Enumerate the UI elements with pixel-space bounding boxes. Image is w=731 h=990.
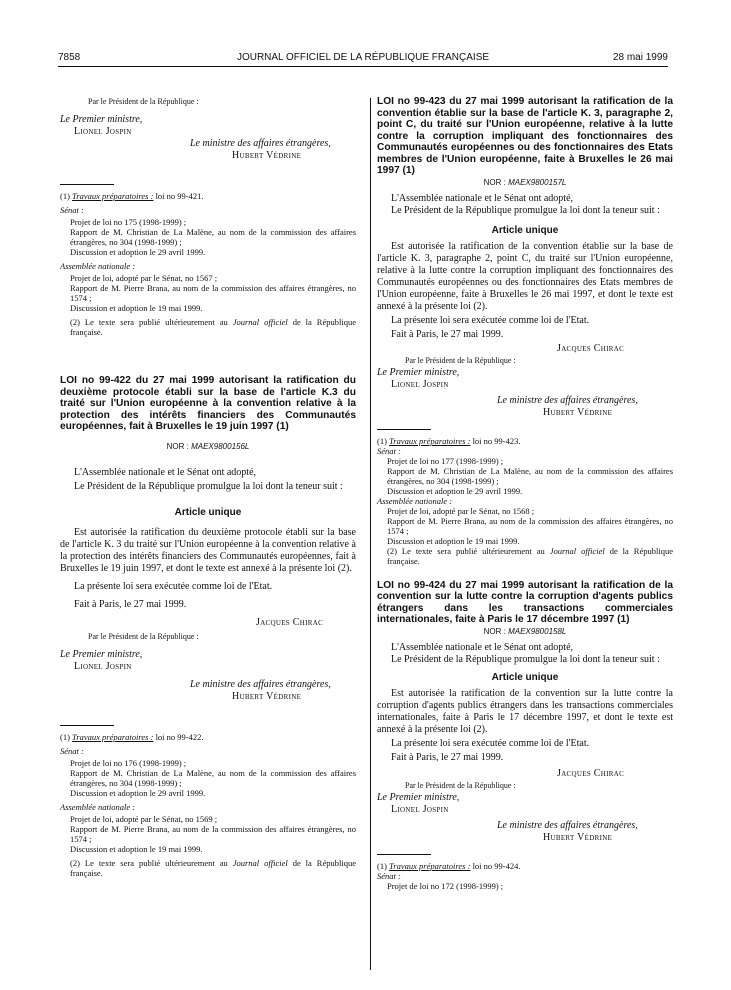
minister-title: Le ministre des affaires étrangères,	[190, 138, 331, 149]
senat-heading: Sénat :	[60, 745, 84, 756]
senat-heading: Sénat :	[377, 870, 401, 881]
article-body: Est autorisée la ratification de la convention établie sur la base de l'article K. 3, paragraphe 2, point C, du traité sur l'Union européenne, relative à la lutte contre la corruption impliquant des fonctionnaires des Communautés européennes ou des fonctionnaires des Etats membres de l'Union européenne, faite à Bruxelles le 26 mai 1997, et dont le texte est annexé à la présente loi (2).	[377, 240, 673, 312]
assemblee-line: Discussion et adoption le 19 mai 1999.	[70, 303, 203, 313]
header-rule	[58, 66, 668, 67]
president-signature: Jacques Chirac	[256, 616, 324, 628]
senat-line: Projet de loi no 172 (1998-1999) ;	[387, 880, 504, 891]
footnotes: (1) Travaux préparatoires : loi no 99-422. Sénat : Projet de loi no 176 (1998-1999) ; Rapport de M. Christian de La Malène, au nom de la commission des affaires étrangères, no 304 (1998-1999) ; Discussion et adoption le 29 avril 1999. Assemblée nationale : Projet de loi, adopté par le Sénat, no 1569 ; Rapport de M. Pierre Brana, au nom de la commission des affaires étrangères, no 1574 ; Discussion et adoption le 19 mai 1999. (2) Le texte sera publié ultérieurement au Journal officiel de la République française.	[60, 731, 356, 878]
adoption-text: L'Assemblée nationale et le Sénat ont adopté,	[391, 641, 574, 653]
article-body: Est autorisée la ratification du deuxième protocole établi sur la base de l'article K. 3 du traité sur l'Union européenne à la convention relative à la protection des intérêts financiers des Communautés européennes, fait à Bruxelles le 19 juin 1997, et dont le texte est annexé à la présente loi (2).	[60, 526, 356, 574]
journal-title: JOURNAL OFFICIEL DE LA RÉPUBLIQUE FRANÇAISE	[236, 52, 490, 63]
pm-title: Le Premier ministre,	[60, 114, 143, 125]
article-heading: Article unique	[174, 506, 242, 518]
pm-title: Le Premier ministre,	[60, 648, 143, 660]
footnotes: (1) Travaux préparatoires : loi no 99-423. Sénat : Projet de loi no 177 (1998-1999) ; Rapport de M. Christian de La Malène, au nom de la commission des affaires étrangères, no 304 (1998-1999) ; Discussion et adoption le 29 avril 1999. Assemblée nationale : Projet de loi, adopté par le Sénat, no 1568 ; Rapport de M. Pierre Brana, au nom de la commission des affaires étrangères, no 1574 ; Discussion et adoption le 19 mai 1999. (2) Le texte sera publié ultérieurement au Journal officiel de la République française.	[377, 435, 673, 566]
signature-intro: Par le Président de la République :	[88, 631, 199, 641]
assemblee-heading: Assemblée nationale :	[60, 261, 136, 271]
assemblee-line: Rapport de M. Pierre Brana, au nom de la commission des affaires étrangères, no 1574 ;	[387, 515, 673, 536]
pm-title: Le Premier ministre,	[377, 366, 460, 378]
assemblee-line: Rapport de M. Pierre Brana, au nom de la commission des affaires étrangères, no 1574 ;	[70, 283, 356, 303]
assemblee-line: Discussion et adoption le 19 mai 1999.	[387, 535, 520, 546]
footnote-2-journal: Journal officiel	[232, 317, 288, 327]
footnote-2-end: de la République française.	[70, 857, 356, 878]
minister-name: Hubert Védrine	[232, 690, 302, 702]
nor-code: MAEX9800157L	[508, 177, 567, 187]
place-date: Fait à Paris, le 27 mai 1999.	[391, 328, 504, 340]
page-number: 7858	[58, 52, 81, 63]
senat-line: Discussion et adoption le 29 avril 1999.	[70, 787, 206, 798]
pm-name: Lionel Jospin	[391, 803, 449, 815]
footnote-2	[377, 546, 673, 566]
senat-heading: Sénat :	[60, 205, 84, 215]
footnote-2-text: (2) Le texte sera publié ultérieurement au	[70, 857, 233, 868]
footnotes: (1) Travaux préparatoires : loi no 99-424. Sénat : Projet de loi no 172 (1998-1999) ;	[377, 861, 673, 891]
right-column	[377, 96, 673, 891]
minister-title: Le ministre des affaires étrangères,	[190, 678, 331, 690]
footnote-rule	[377, 429, 431, 430]
column-divider	[370, 98, 371, 970]
place-date: Fait à Paris, le 27 mai 1999.	[74, 598, 187, 610]
senat-line: Rapport de M. Christian de La Malène, au nom de la commission des affaires étrangères, no 304 (1998-1999) ;	[70, 767, 356, 788]
article-heading: Article unique	[491, 671, 559, 683]
assemblee-line: Projet de loi, adopté par le Sénat, no 1567 ;	[70, 273, 218, 283]
signature-intro: Par le Président de la République :	[405, 355, 516, 365]
assemblee-heading: Assemblée nationale :	[377, 495, 453, 506]
place-date: Fait à Paris, le 27 mai 1999.	[391, 751, 504, 763]
nor-label: NOR :	[166, 441, 192, 451]
footnote-label: Travaux préparatoires :	[389, 860, 471, 871]
nor-reference	[377, 177, 673, 189]
footnote-2-journal: Journal officiel	[232, 857, 288, 868]
pm-name: Lionel Jospin	[74, 126, 132, 137]
footnote-label: Travaux préparatoires :	[72, 731, 154, 742]
footnote-law: loi no 99-424.	[470, 860, 521, 871]
minister-title: Le ministre des affaires étrangères,	[497, 394, 638, 406]
article-heading: Article unique	[491, 224, 559, 236]
footnote-2-text: (2) Le texte sera publié ultérieurement au	[387, 545, 550, 556]
execution-text: La présente loi sera exécutée comme loi de l'Etat.	[391, 737, 590, 749]
footnote-law: loi no 99-422.	[153, 731, 204, 742]
president-signature: Jacques Chirac	[557, 767, 625, 779]
assemblee-line: Discussion et adoption le 19 mai 1999.	[70, 843, 203, 854]
minister-name: Hubert Védrine	[232, 150, 302, 161]
minister-name: Hubert Védrine	[543, 406, 613, 418]
footnote-2	[60, 317, 356, 337]
law-title: LOI no 99-422 du 27 mai 1999 autorisant la ratification du deuxième protocole établi sur la base de l'article K.3 du traité sur l'Union européenne à la convention relative à la protection des intérêts financiers des Communautés européennes, fait à Bruxelles le 19 juin 1997 (1)	[60, 375, 356, 432]
footnotes: (1) Travaux préparatoires : loi no 99-421. Sénat : Projet de loi no 175 (1998-1999) ; Rapport de M. Christian de La Malène, au nom de la commission des affaires étrangères, no 304 (1998-1999) ; Discussion et adoption le 29 avril 1999. Assemblée nationale : Projet de loi, adopté par le Sénat, no 1567 ; Rapport de M. Pierre Brana, au nom de la commission des affaires étrangères, no 1574 ; Discussion et adoption le 19 mai 1999. (2) Le texte sera publié ultérieurement au Journal officiel de la République française.	[60, 191, 356, 337]
senat-line: Discussion et adoption le 29 avril 1999.	[387, 485, 523, 496]
footnote-label: Travaux préparatoires :	[72, 191, 154, 201]
footnote-law: loi no 99-423.	[470, 435, 521, 446]
senat-line: Projet de loi no 175 (1998-1999) ;	[70, 217, 187, 227]
footnote-2-text: (2) Le texte sera publié ultérieurement au	[70, 317, 233, 327]
nor-reference	[377, 626, 673, 638]
senat-line: Projet de loi no 177 (1998-1999) ;	[387, 455, 504, 466]
law-title: LOI no 99-423 du 27 mai 1999 autorisant la ratification de la convention établie sur la base de l'article K. 3, paragraphe 2, point C, du traité sur l'Union européenne, relative à la lutte contre la corruption impliquant des fonctionnaires des Communautés européennes ou des fonctionnaires des Etats membres de l'Union européenne, faite à Bruxelles le 26 mai 1997 (1)	[377, 96, 673, 176]
signature-intro: Par le Président de la République :	[88, 97, 199, 106]
minister-name: Hubert Védrine	[543, 831, 613, 843]
adoption-text: L'Assemblée nationale et le Sénat ont adopté,	[74, 466, 257, 478]
nor-reference	[60, 441, 356, 453]
minister-title: Le ministre des affaires étrangères,	[497, 819, 638, 831]
president-signature: Jacques Chirac	[557, 342, 625, 354]
senat-line: Rapport de M. Christian de La Malène, au nom de la commission des affaires étrangères, no 304 (1998-1999) ;	[70, 227, 356, 247]
nor-code: MAEX9800158L	[508, 626, 567, 636]
nor-label: NOR :	[483, 177, 509, 187]
footnote-2	[60, 858, 356, 878]
law-title: LOI no 99-424 du 27 mai 1999 autorisant la ratification de la convention sur la lutte contre la corruption d'agents publics étrangers dans les transactions commerciales internationales, faite à Paris le 17 décembre 1997 (1)	[377, 579, 673, 625]
senat-line: Rapport de M. Christian de La Malène, au nom de la commission des affaires étrangères, no 304 (1998-1999) ;	[387, 465, 673, 486]
article-body: Est autorisée la ratification de la convention sur la lutte contre la corruption d'agents publics étrangers dans les transactions commerciales internationales, faite à Paris le 17 décembre 1997, et dont le texte est annexé à la présente loi (2).	[377, 687, 673, 735]
nor-label: NOR :	[483, 626, 509, 636]
footnote-rule	[60, 725, 114, 726]
adoption-text: L'Assemblée nationale et le Sénat ont adopté,	[391, 192, 574, 204]
footnote-rule	[60, 184, 114, 185]
issue-date: 28 mai 1999	[612, 52, 668, 63]
footnote-2-journal: Journal officiel	[549, 545, 605, 556]
assemblee-line: Projet de loi, adopté par le Sénat, no 1569 ;	[70, 813, 218, 824]
footnote-rule	[377, 854, 431, 855]
senat-heading: Sénat :	[377, 445, 401, 456]
footnote-2-end: de la République française.	[387, 545, 673, 566]
promulgation-text: Le Président de la République promulgue la loi dont la teneur suit :	[391, 204, 660, 216]
senat-line: Discussion et adoption le 29 avril 1999.	[70, 247, 206, 257]
signature-intro: Par le Président de la République :	[405, 780, 516, 790]
footnote-label: Travaux préparatoires :	[389, 435, 471, 446]
execution-text: La présente loi sera exécutée comme loi de l'Etat.	[74, 580, 273, 592]
assemblee-line: Rapport de M. Pierre Brana, au nom de la commission des affaires étrangères, no 1574 ;	[70, 823, 356, 844]
nor-code: MAEX9800156L	[191, 441, 250, 451]
left-column	[60, 96, 356, 878]
execution-text: La présente loi sera exécutée comme loi de l'Etat.	[391, 314, 590, 326]
footnote-2-end: de la République française.	[70, 317, 356, 337]
promulgation-text: Le Président de la République promulgue la loi dont la teneur suit :	[391, 653, 660, 665]
running-header	[58, 52, 668, 66]
assemblee-line: Projet de loi, adopté par le Sénat, no 1568 ;	[387, 505, 535, 516]
promulgation-text: Le Président de la République promulgue la loi dont la teneur suit :	[74, 480, 343, 492]
pm-name: Lionel Jospin	[74, 660, 132, 672]
pm-name: Lionel Jospin	[391, 378, 449, 390]
assemblee-heading: Assemblée nationale :	[60, 801, 136, 812]
pm-title: Le Premier ministre,	[377, 791, 460, 803]
senat-line: Projet de loi no 176 (1998-1999) ;	[70, 757, 187, 768]
footnote-law: loi no 99-421.	[153, 191, 204, 201]
